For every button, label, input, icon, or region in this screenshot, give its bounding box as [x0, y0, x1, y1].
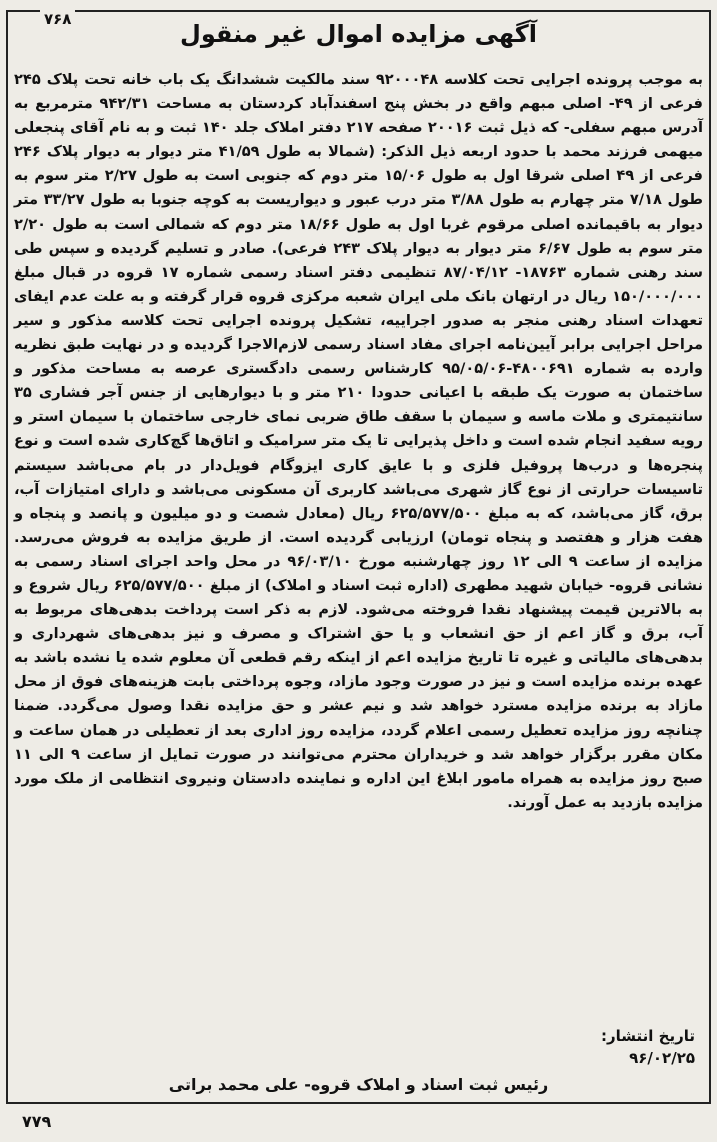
bottom-page-number: ۷۷۹ [22, 1112, 52, 1131]
top-page-number: ۷۶۸ [40, 10, 75, 28]
publish-date-value: ۹۶/۰۲/۲۵ [629, 1049, 695, 1067]
notice-body [14, 68, 703, 815]
publish-date-block [601, 1025, 695, 1069]
signature-line: رئیس ثبت اسناد و املاک قروه- علی محمد براتی [168, 1075, 549, 1094]
publish-date-label: تاریخ انتشار: [601, 1027, 695, 1045]
notice-body-paragraph: به موجب پرونده اجرایی تحت کلاسه ۹۲۰۰۰۴۸ سند مالکیت ششدانگ یک باب خانه تحت پلاک ۲۴۵ فرعی از ۴۹- اصلی مبهم واقع در بخش پنج اسفندآباد کردستان به مساحت ۹۴۲/۳۱ مترمربع به آدرس مبهم سفلی- که ذیل ثبت ۲۰۰۱۶ صفحه ۲۱۷ دفتر املاک جلد ۱۴۰ ثبت و به نام آقای پنجعلی میهمی فرزند محمد با حدود اربعه ذیل الذکر: (شمالا به طول ۴۱/۵۹ متر دیوار به دیوار پلاک ۲۴۶ فرعی از ۴۹ اصلی شرقا اول به طول ۱۵/۰۶ متر دوم که جنوبی است به طول ۲/۲۷ متر سوم به طول ۷/۱۸ متر چهارم به طول ۳/۸۸ متر درب عبور و دیواریست به کوچه جنوبا به طول ۳۳/۲۷ متر دیوار به باقیمانده اصلی مرقوم غربا اول به طول ۱۸/۶۶ متر دوم که شمالی است به طول ۲/۲۰ متر سوم به طول ۶/۶۷ متر دیوار به دیوار پلاک ۲۴۳ فرعی). صادر و تسلیم گردیده و سپس طی سند رهنی شماره ۱۸۷۶۳- ۸۷/۰۴/۱۲ تنظیمی دفتر اسناد رسمی شماره ۱۷ قروه در قبال مبلغ ۱۵۰/۰۰۰/۰۰۰ ریال در ارتهان بانک ملی ایران شعبه مرکزی قروه قرار گرفته و به علت عدم ایفای تعهدات اسناد رهنی منجر به صدور اجراییه، تشکیل پرونده اجرایی تحت کلاسه مذکور و سیر مراحل اجرایی برابر آیین‌نامه اجرای مفاد اسناد رسمی لازم‌الاجرا گردیده و در نهایت طبق نظریه وارده به شماره ۴۸۰۰۶۹۱-۹۵/۰۵/۰۶ کارشناس رسمی دادگستری عرصه به مساحت مذکور و ساختمان به صورت یک طبقه با اعیانی حدودا ۲۱۰ متر و با دیوارهایی از جنس آجر فشاری ۳۵ سانتیمتری و ملات ماسه و سیمان با سقف طاق ضربی نمای خارجی ساختمان با سیمان استر و رویه سفید انجام شده است و داخل پذیرایی تا یک متر سرامیک و اتاق‌ها گچ‌کاری شده است و نوع پنجره‌ها و درب‌ها پروفیل فلزی و با عایق کاری ایزوگام فویل‌دار در بام می‌باشد سیستم تاسیسات حرارتی از نوع گاز شهری می‌باشد کاربری آن مسکونی می‌باشد و دارای امتیازات آب، برق، گاز می‌باشد، که به مبلغ ۶۲۵/۵۷۷/۵۰۰ ریال (معادل شصت و دو میلیون و پانصد و پنجاه و هفت هزار و هفتصد و پنجاه تومان) ارزیابی گردیده است. از طریق مزایده به فروش می‌رسد. مزایده از ساعت ۹ الی ۱۲ روز چهارشنبه مورخ ۹۶/۰۳/۱۰ در محل واحد اجرای اسناد رسمی به نشانی قروه- خیابان شهید مطهری (اداره ثبت اسناد و املاک) از مبلغ ۶۲۵/۵۷۷/۵۰۰ ریال شروع و به بالاترین قیمت پیشنهاد نقدا فروخته می‌شود. لازم به ذکر است پرداخت بدهی‌های مربوط به آب، برق و گاز اعم از حق انشعاب و یا حق اشتراک و مصرف و نیز بدهی‌های شهرداری و بدهی‌های مالیاتی و غیره تا تاریخ مزایده اعم از اینکه رقم قطعی آن معلوم شده یا نشده باشد به عهده برنده مزایده است و نیز در صورت وجود مازاد، وجوه پرداختی بابت هزینه‌های فوق از محل مازاد به برنده مزایده مسترد خواهد شد و نیم عشر و حق مزایده نقدا وصول می‌گردد. ضمنا چنانچه روز مزایده تعطیل رسمی اعلام گردد، مزایده روز اداری بعد از تعطیلی در همان ساعت و مکان مقرر برگزار خواهد شد و خریداران محترم می‌توانند در صورت تمایل از ساعت ۹ الی ۱۱ صبح روز مزایده به همراه مامور ابلاغ این اداره و نماینده دادستان ونیروی انتظامی از ملک مورد مزایده بازدید به عمل آورند. [14, 71, 704, 811]
notice-title: آگهی مزایده اموال غیر منقول [180, 20, 537, 48]
